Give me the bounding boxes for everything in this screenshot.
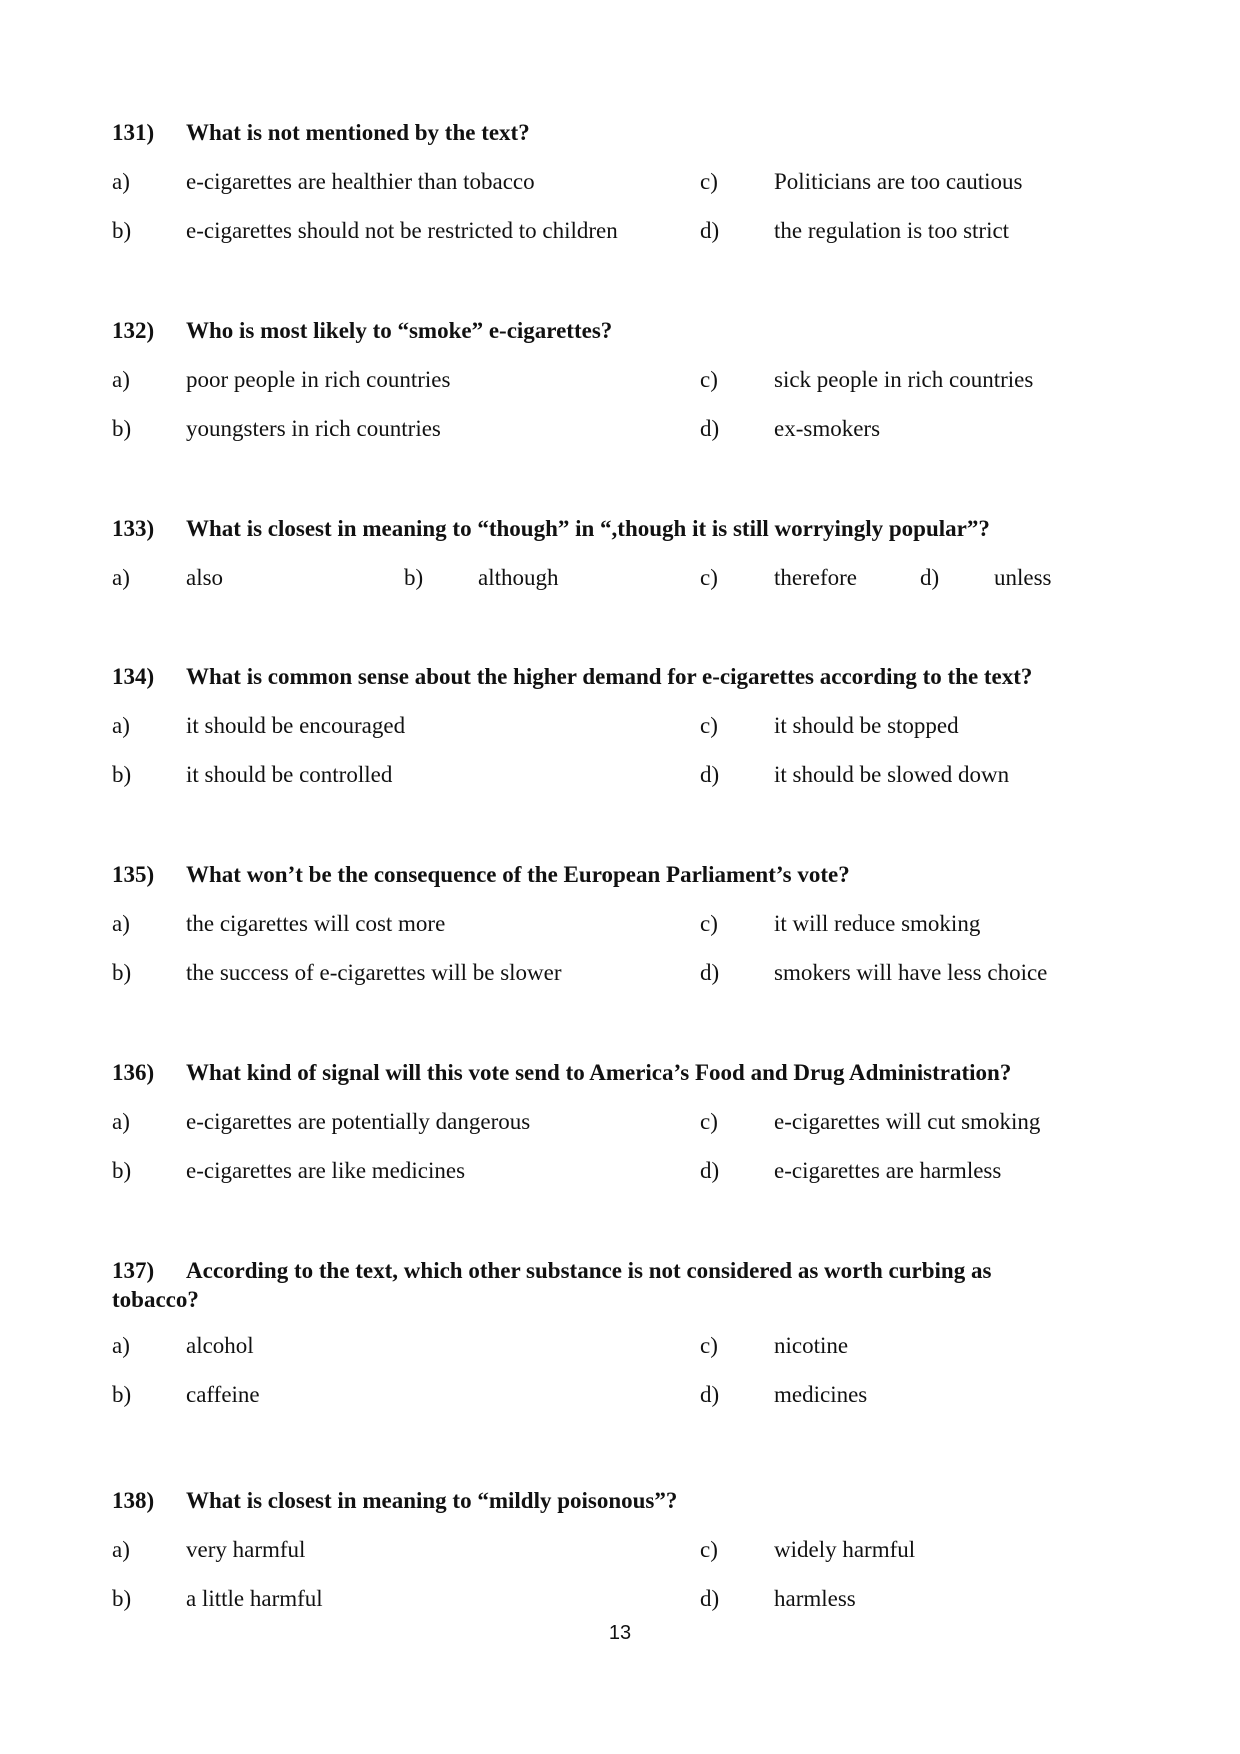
question-stem — [112, 1256, 1132, 1314]
option-label-c: c) — [700, 713, 718, 738]
option-b: e-cigarettes should not be restricted to children — [186, 218, 618, 243]
option-label-a: a) — [112, 1333, 130, 1358]
option-a: the cigarettes will cost more — [186, 911, 446, 936]
option-c: sick people in rich countries — [774, 367, 1034, 392]
option-label-b: b) — [404, 565, 424, 590]
option-d: ex-smokers — [774, 416, 881, 441]
option-label-a: a) — [112, 169, 130, 194]
option-label-d: d) — [700, 762, 720, 787]
option-row — [112, 214, 1132, 248]
question-stem — [112, 314, 1132, 348]
option-a: alcohol — [186, 1333, 254, 1358]
question-number: 135) — [112, 862, 155, 887]
question-135 — [112, 858, 1132, 990]
question-number: 136) — [112, 1060, 155, 1085]
question-text: What is common sense about the higher demand for e-cigarettes according to the text? — [186, 664, 1033, 689]
option-d: it should be slowed down — [774, 762, 1010, 787]
option-label-c: c) — [700, 565, 718, 590]
option-c: nicotine — [774, 1333, 849, 1358]
option-row — [112, 1533, 1132, 1567]
question-text: What kind of signal will this vote send to America’s Food and Drug Administration? — [186, 1060, 1012, 1085]
option-label-d: d) — [700, 1586, 720, 1611]
option-b: youngsters in rich countries — [186, 416, 441, 441]
option-label-c: c) — [700, 911, 718, 936]
option-label-c: c) — [700, 1537, 718, 1562]
option-b: although — [478, 565, 559, 590]
page-number: 13 — [608, 1622, 632, 1644]
option-b: the success of e-cigarettes will be slower — [186, 960, 562, 985]
option-row — [112, 758, 1132, 792]
option-row — [112, 561, 1132, 595]
option-label-b: b) — [112, 1382, 132, 1407]
option-d: smokers will have less choice — [774, 960, 1048, 985]
option-a: also — [186, 565, 224, 590]
option-a: e-cigarettes are potentially dangerous — [186, 1109, 531, 1134]
option-c: therefore — [774, 565, 857, 590]
option-a: e-cigarettes are healthier than tobacco — [186, 169, 535, 194]
option-label-a: a) — [112, 911, 130, 936]
question-text: What is closest in meaning to “though” in “,though it is still worryingly popular”? — [186, 516, 990, 541]
question-stem — [112, 858, 1132, 892]
option-label-d: d) — [920, 565, 940, 590]
option-d: unless — [994, 565, 1052, 590]
option-row — [112, 709, 1132, 743]
question-text: What is not mentioned by the text? — [186, 120, 530, 145]
question-number: 131) — [112, 120, 155, 145]
question-138 — [112, 1484, 1132, 1616]
option-label-c: c) — [700, 1333, 718, 1358]
question-text: What is closest in meaning to “mildly poisonous”? — [186, 1488, 678, 1513]
option-label-b: b) — [112, 1586, 132, 1611]
question-number: 137) — [112, 1258, 155, 1283]
option-label-c: c) — [700, 169, 718, 194]
option-d: medicines — [774, 1382, 868, 1407]
question-stem — [112, 512, 1132, 546]
option-row — [112, 363, 1132, 397]
option-label-b: b) — [112, 1158, 132, 1183]
option-row — [112, 1329, 1132, 1363]
option-c: widely harmful — [774, 1537, 916, 1562]
option-row — [112, 165, 1132, 199]
question-text: According to the text, which other substance is not considered as worth curbing as — [186, 1258, 992, 1283]
option-row — [112, 1154, 1132, 1188]
question-text: What won’t be the consequence of the European Parliament’s vote? — [186, 862, 850, 887]
question-134 — [112, 660, 1132, 792]
option-c: e-cigarettes will cut smoking — [774, 1109, 1041, 1134]
question-133 — [112, 512, 1132, 595]
question-text: Who is most likely to “smoke” e-cigarettes? — [186, 318, 613, 343]
option-row — [112, 1378, 1132, 1412]
option-row — [112, 412, 1132, 446]
option-label-a: a) — [112, 367, 130, 392]
question-137 — [112, 1256, 1132, 1412]
option-row — [112, 1582, 1132, 1616]
option-label-b: b) — [112, 218, 132, 243]
option-d: e-cigarettes are harmless — [774, 1158, 1002, 1183]
question-stem — [112, 660, 1132, 694]
option-a: it should be encouraged — [186, 713, 406, 738]
option-d: harmless — [774, 1586, 856, 1611]
option-label-d: d) — [700, 960, 720, 985]
option-label-b: b) — [112, 762, 132, 787]
option-b: e-cigarettes are like medicines — [186, 1158, 466, 1183]
option-row — [112, 1105, 1132, 1139]
option-label-b: b) — [112, 416, 132, 441]
option-a: very harmful — [186, 1537, 306, 1562]
option-label-a: a) — [112, 713, 130, 738]
option-label-a: a) — [112, 565, 130, 590]
question-131 — [112, 116, 1132, 248]
option-label-d: d) — [700, 416, 720, 441]
question-number: 133) — [112, 516, 155, 541]
option-row — [112, 907, 1132, 941]
question-text-continuation: tobacco? — [112, 1287, 199, 1312]
option-row — [112, 956, 1132, 990]
option-label-c: c) — [700, 1109, 718, 1134]
question-136 — [112, 1056, 1132, 1188]
option-b: a little harmful — [186, 1586, 323, 1611]
question-stem — [112, 1484, 1132, 1518]
option-b: it should be controlled — [186, 762, 393, 787]
option-label-d: d) — [700, 218, 720, 243]
option-label-d: d) — [700, 1382, 720, 1407]
question-number: 132) — [112, 318, 155, 343]
question-stem — [112, 116, 1132, 150]
question-132 — [112, 314, 1132, 446]
option-d: the regulation is too strict — [774, 218, 1010, 243]
option-label-d: d) — [700, 1158, 720, 1183]
option-label-a: a) — [112, 1109, 130, 1134]
option-b: caffeine — [186, 1382, 260, 1407]
option-label-c: c) — [700, 367, 718, 392]
question-stem — [112, 1056, 1132, 1090]
option-label-b: b) — [112, 960, 132, 985]
question-number: 134) — [112, 664, 155, 689]
option-c: it will reduce smoking — [774, 911, 981, 936]
option-label-a: a) — [112, 1537, 130, 1562]
option-a: poor people in rich countries — [186, 367, 451, 392]
question-number: 138) — [112, 1488, 155, 1513]
option-c: Politicians are too cautious — [774, 169, 1023, 194]
option-c: it should be stopped — [774, 713, 959, 738]
